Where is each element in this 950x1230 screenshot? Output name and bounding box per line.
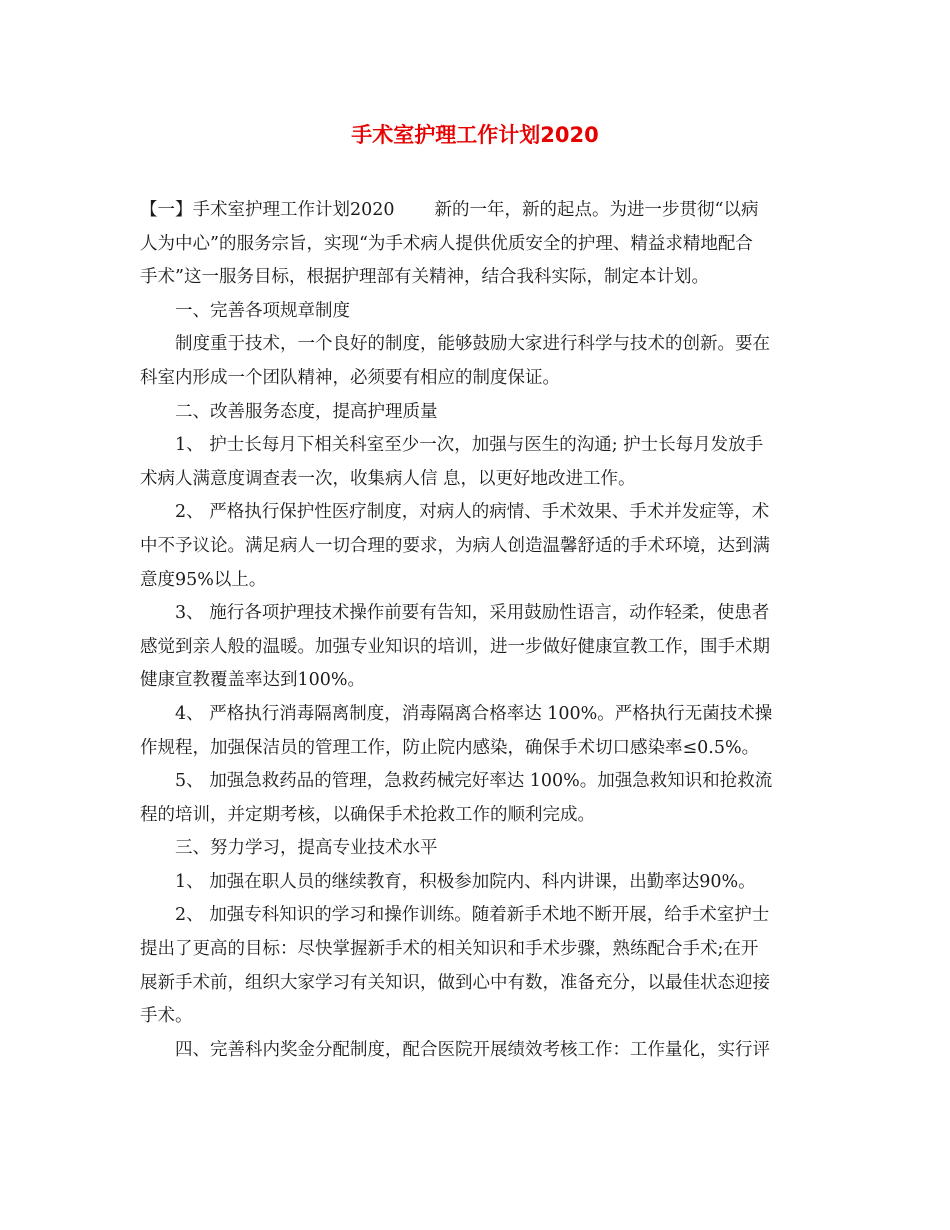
paragraph-line [140,429,816,463]
line-text: 提出了更高的目标：尽快掌握新手术的相关知识和手术步骤，熟练配合手术;在开 [140,939,759,960]
line-text: 术病人满意度调查表一次，收集病人信 息，以更好地改进工作。 [140,468,636,489]
line-text: 意度95%以上。 [140,569,267,590]
line-text: 一、完善各项规章制度 [175,300,350,321]
paragraph-line [140,866,816,900]
paragraph-line [140,899,816,933]
paragraph-line [140,463,816,497]
line-text: 二、改善服务态度，提高护理质量 [175,401,438,422]
paragraph-line [140,933,816,967]
paragraph-line [140,530,816,564]
document-title: 手术室护理工作计划2020 [351,123,599,147]
line-text: 四、完善科内奖金分配制度，配合医院开展绩效考核工作：工作量化，实行评 [175,1039,770,1060]
line-text: 程的培训，并定期考核，以确保手术抢救工作的顺利完成。 [140,804,595,825]
paragraph-line [140,1034,816,1068]
paragraph-line [140,597,816,631]
line-text: 中不予议论。满足病人一切合理的要求，为病人创造温馨舒适的手术环境，达到满 [140,535,770,556]
paragraph-line [140,765,816,799]
line-text: 展新手术前，组织大家学习有关知识，做到心中有数，准备充分，以最佳状态迎接 [140,972,770,993]
line-text: 3、 施行各项护理技术操作前要有告知，采用鼓励性语言，动作轻柔，使患者 [175,603,770,624]
paragraph-line [140,732,816,766]
line-text: 感觉到亲人般的温暖。加强专业知识的培训，进一步做好健康宣教工作，围手术期 [140,636,770,657]
paragraph-line [140,328,816,362]
line-text: 制度重于技术，一个良好的制度，能够鼓励大家进行科学与技术的创新。要在 [175,334,770,355]
paragraph-line [140,967,816,1001]
paragraph-line [140,799,816,833]
document-body [140,194,816,1067]
line-text: 健康宣教覆盖率达到100%。 [140,670,366,691]
line-text: 手术。 [140,1006,193,1027]
line-text: 【一】手术室护理工作计划2020 [140,200,395,220]
paragraph-line [140,564,816,598]
line-text: 作规程，加强保洁员的管理工作，防止院内感染，确保手术切口感染率≤0.5%。 [140,737,760,758]
paragraph-line [140,396,816,430]
paragraph-line [140,228,816,262]
line-text: 科室内形成一个团队精神，必须要有相应的制度保证。 [140,367,560,388]
paragraph-line [140,194,816,228]
line-text: 2、 严格执行保护性医疗制度，对病人的病情、手术效果、手术并发症等，术 [175,502,770,523]
line-text-continued: 新的一年，新的起点。为进一步贯彻“以病 [434,200,759,220]
paragraph-line [140,295,816,329]
paragraph-line [140,631,816,665]
paragraph-line [140,698,816,732]
line-text: 2、 加强专科知识的学习和操作训练。随着新手术地不断开展，给手术室护士 [175,905,770,926]
line-text: 人为中心”的服务宗旨，实现“为手术病人提供优质安全的护理、精益求精地配合 [140,233,753,254]
paragraph-line [140,496,816,530]
line-text: 4、 严格执行消毒隔离制度，消毒隔离合格率达 100%。严格执行无菌技术操 [175,703,773,724]
line-text: 5、 加强急救药品的管理，急救药械完好率达 100%。加强急救知识和抢救流 [175,771,773,792]
paragraph-line [140,1000,816,1034]
paragraph-line [140,664,816,698]
line-text: 手术”这一服务目标，根据护理部有关精神，结合我科实际，制定本计划。 [140,267,709,288]
line-text: 1、 护士长每月下相关科室至少一次，加强与医生的沟通; 护士长每月发放手 [175,435,764,456]
line-text: 1、 加强在职人员的继续教育，积极参加院内、科内讲课，出勤率达90%。 [175,871,756,892]
paragraph-line [140,832,816,866]
line-text: 三、努力学习，提高专业技术水平 [175,838,438,859]
paragraph-line [140,261,816,295]
paragraph-line [140,362,816,396]
